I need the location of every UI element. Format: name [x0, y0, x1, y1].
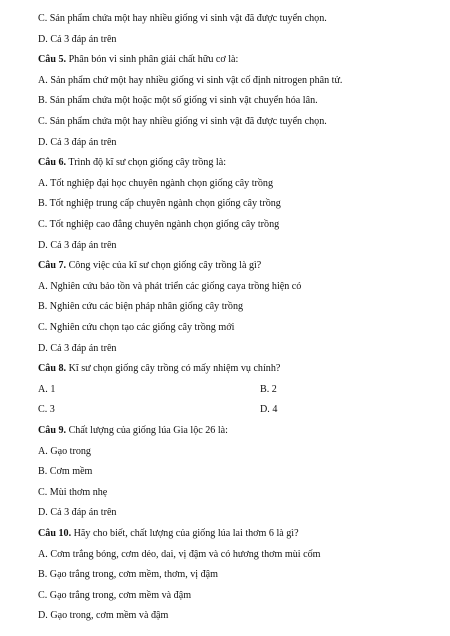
q5-option-c: C. Sản phẩm chứa một hay nhiều giống vi sinh vật đã được tuyển chọn. [38, 116, 327, 127]
q8-option-c: C. 3 [38, 404, 55, 416]
question-label: Câu 8. [38, 363, 67, 375]
question-label: Câu 9. [38, 425, 67, 436]
q10-option-b: B. Gạo trắng trong, cơm mềm, thơm, vị đậm [38, 569, 218, 581]
question-10 [38, 527, 299, 541]
q9-option-d: D. Cả 3 đáp án trên [38, 507, 117, 519]
q10-option-d: D. Gạo trong, cơm mềm và đậm [38, 610, 169, 622]
q6-option-c: C. Tốt nghiệp cao đẳng chuyên ngành chọn giống cây trồng [38, 219, 280, 230]
q7-option-c: C. Nghiên cứu chọn tạo các giống cây trồng mới [38, 322, 235, 333]
q5-option-d: D. Cả 3 đáp án trên [38, 136, 117, 148]
q10-option-c: C. Gạo trắng trong, cơm mềm và đậm [38, 589, 192, 601]
question-label: Câu 6. [38, 157, 67, 169]
q7-option-b: B. Nghiên cứu các biện pháp nhân giống cây trồng [38, 301, 244, 313]
q9-option-b: B. Cơm mềm [38, 466, 93, 478]
question-text: Chất lượng của giống lúa Gia lộc 26 là: [66, 425, 228, 436]
question-text: Kĩ sư chọn giống cây trồng có mấy nhiệm vụ chính? [66, 363, 281, 375]
q7-option-d: D. Cả 3 đáp án trên [38, 342, 117, 354]
question-5 [38, 53, 238, 67]
q9-option-a: A. Gạo trong [38, 445, 91, 457]
q6-option-d: D. Cả 3 đáp án trên [38, 239, 117, 251]
q5-option-a: A. Sản phẩm chứ một hay nhiều giống vi sinh vật cố định nitrogen phân tử. [38, 74, 343, 86]
q9-option-c: C. Mùi thơm nhẹ [38, 486, 108, 498]
q6-option-a: A. Tốt nghiệp đại học chuyên ngành chọn giống cây trồng [38, 177, 273, 189]
question-7 [38, 259, 261, 273]
question-text: Phân bón vi sinh phân giải chất hữu cơ là: [66, 54, 239, 66]
question-text: Công việc của kĩ sư chọn giống cây trồng là gì? [66, 260, 262, 272]
question-text: Trình độ kĩ sư chọn giống cây trồng là: [66, 157, 227, 169]
q10-option-a: A. Cơm trắng bóng, cơm dẻo, dai, vị đậm và có hương thơm mùi cốm [38, 548, 321, 560]
q8-option-b: B. 2 [260, 383, 277, 395]
q5-option-b: B. Sản phẩm chứa một hoặc một số giống vi sinh vật chuyển hóa lân. [38, 95, 318, 107]
q8-option-a: A. 1 [38, 383, 56, 395]
question-text: Hãy cho biết, chất lượng của giống lúa lai thơm 6 là gì? [71, 528, 299, 539]
question-6 [38, 156, 226, 170]
q8-option-d: D. 4 [260, 404, 278, 416]
option-c-prev: C. Sản phẩm chứa một hay nhiều giống vi sinh vật đã được tuyển chọn. [38, 13, 327, 24]
question-label: Câu 10. [38, 528, 72, 539]
question-label: Câu 7. [38, 260, 67, 272]
q6-option-b: B. Tốt nghiệp trung cấp chuyên ngành chọn giống cây trồng [38, 198, 281, 210]
question-8 [38, 362, 280, 376]
question-9 [38, 424, 228, 438]
q7-option-a: A. Nghiên cứu bảo tồn và phát triển các giống caya trồng hiện có [38, 280, 302, 292]
question-label: Câu 5. [38, 54, 67, 66]
option-d-prev: D. Cả 3 đáp án trên [38, 33, 117, 45]
